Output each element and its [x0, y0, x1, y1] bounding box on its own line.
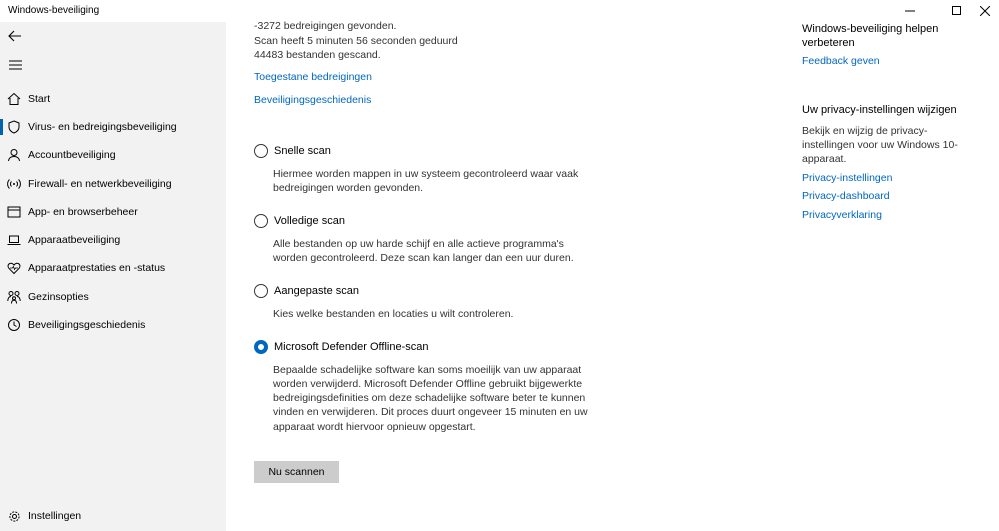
option-label: Volledige scan	[274, 215, 345, 227]
sidebar-item[interactable]	[0, 198, 226, 226]
history-icon	[7, 318, 21, 332]
sidebar-item-label: Beveiligingsgeschiedenis	[28, 319, 146, 331]
option-label: Snelle scan	[274, 145, 331, 157]
shield-icon	[7, 120, 21, 134]
app-title: Windows-beveiliging	[8, 5, 100, 16]
sidebar-item-label: Firewall- en netwerkbeveiliging	[28, 178, 172, 190]
sidebar-item-label: Gezinsopties	[28, 291, 89, 303]
protection-history-link[interactable]: Beveiligingsgeschiedenis	[254, 94, 372, 106]
sidebar-item[interactable]	[0, 311, 226, 339]
option-label: Microsoft Defender Offline-scan	[274, 341, 429, 353]
sidebar-item-label: Virus- en bedreigingsbeveiliging	[28, 121, 177, 133]
gear-icon	[7, 509, 21, 523]
person-icon	[7, 148, 21, 162]
offline-scan-radio[interactable]	[254, 340, 268, 354]
sidebar-item[interactable]	[0, 113, 226, 141]
option-description: Alle bestanden op uw harde schijf en alle actieve programma's	[273, 238, 564, 250]
menu-button[interactable]	[6, 56, 24, 74]
feedback-link[interactable]: Feedback geven	[802, 55, 880, 67]
browser-icon	[7, 205, 21, 219]
offline-scan-option[interactable]	[254, 339, 428, 355]
hamburger-icon	[9, 60, 22, 70]
option-description: apparaat wordt hiervoor opnieuw opgestart.	[273, 421, 476, 433]
privacy-settings-link[interactable]: Privacy-instellingen	[802, 172, 893, 184]
close-icon	[980, 6, 990, 16]
sidebar-item[interactable]	[0, 141, 226, 169]
option-description: vinden en verwijderen. Dit proces duurt ongeveer 15 minuten en uw	[273, 406, 588, 418]
sidebar-item-label: Instellingen	[28, 510, 82, 522]
sidebar-item-label: Apparaatbeveiliging	[28, 234, 121, 246]
sidebar-item[interactable]	[0, 85, 226, 113]
home-icon	[7, 92, 21, 106]
option-description: bedreigingen worden gevonden.	[273, 182, 424, 194]
quick-scan-radio[interactable]	[254, 144, 268, 158]
maximize-icon	[952, 6, 962, 16]
family-icon	[7, 290, 21, 304]
privacy-dashboard-link[interactable]: Privacy-dashboard	[802, 190, 890, 202]
back-button[interactable]	[6, 27, 24, 45]
sidebar-item-label: App- en browserbeheer	[28, 206, 138, 218]
help-improve-title: Windows-beveiliging helpen	[802, 23, 939, 35]
option-label: Aangepaste scan	[274, 285, 360, 297]
sidebar-item[interactable]	[0, 283, 226, 311]
option-description: Kies welke bestanden en locaties u wilt controleren.	[273, 308, 514, 320]
files-scanned-text: 44483 bestanden gescand.	[254, 49, 381, 61]
sidebar-item-label: Start	[28, 93, 51, 105]
minimize-icon	[905, 6, 915, 16]
option-description: bedreigingsdefinities om deze schadelijke software beter te kunnen	[273, 392, 586, 404]
privacy-statement-link[interactable]: Privacyverklaring	[802, 209, 882, 221]
laptop-icon	[7, 233, 21, 247]
threats-found-text: -3272 bedreigingen gevonden.	[254, 20, 397, 32]
close-button[interactable]	[968, 0, 999, 22]
option-description: Hiermee worden mappen in uw systeem gecontroleerd waar vaak	[273, 168, 579, 180]
sidebar-item-label: Apparaatprestaties en -status	[28, 262, 166, 274]
full-scan-option[interactable]	[254, 213, 345, 229]
sidebar-item-settings[interactable]	[0, 502, 226, 530]
privacy-text: apparaat.	[802, 153, 847, 165]
option-description: Bepaalde schadelijke software kan soms moeilijk van uw apparaat	[273, 364, 582, 376]
main-content	[226, 22, 786, 531]
title-bar	[0, 0, 999, 22]
sidebar-item-label: Accountbeveiliging	[28, 149, 116, 161]
sidebar-item[interactable]	[0, 254, 226, 282]
heart-icon	[7, 261, 21, 275]
sidebar-item[interactable]	[0, 226, 226, 254]
sidebar-item[interactable]	[0, 170, 226, 198]
custom-scan-radio[interactable]	[254, 284, 268, 298]
full-scan-radio[interactable]	[254, 214, 268, 228]
scan-now-button[interactable]: Nu scannen	[254, 461, 339, 483]
option-description: worden verwijderd. Microsoft Defender Offline gebruikt bijgewerkte	[273, 378, 583, 390]
option-description: worden gecontroleerd. Deze scan kan langer dan een uur duren.	[273, 252, 574, 264]
privacy-text: Bekijk en wijzig de privacy-	[802, 125, 928, 137]
right-panel	[786, 22, 999, 531]
custom-scan-option[interactable]	[254, 283, 359, 299]
quick-scan-option[interactable]	[254, 143, 331, 159]
back-arrow-icon	[8, 30, 22, 42]
privacy-title: Uw privacy-instellingen wijzigen	[802, 104, 957, 116]
help-improve-title: verbeteren	[802, 37, 855, 49]
scan-duration-text: Scan heeft 5 minuten 56 seconden geduurd	[254, 35, 458, 47]
allowed-threats-link[interactable]: Toegestane bedreigingen	[254, 71, 372, 83]
privacy-text: instellingen voor uw Windows 10-	[802, 139, 958, 151]
minimize-button[interactable]	[893, 0, 927, 22]
wifi-icon	[7, 177, 21, 191]
sidebar	[0, 22, 226, 531]
